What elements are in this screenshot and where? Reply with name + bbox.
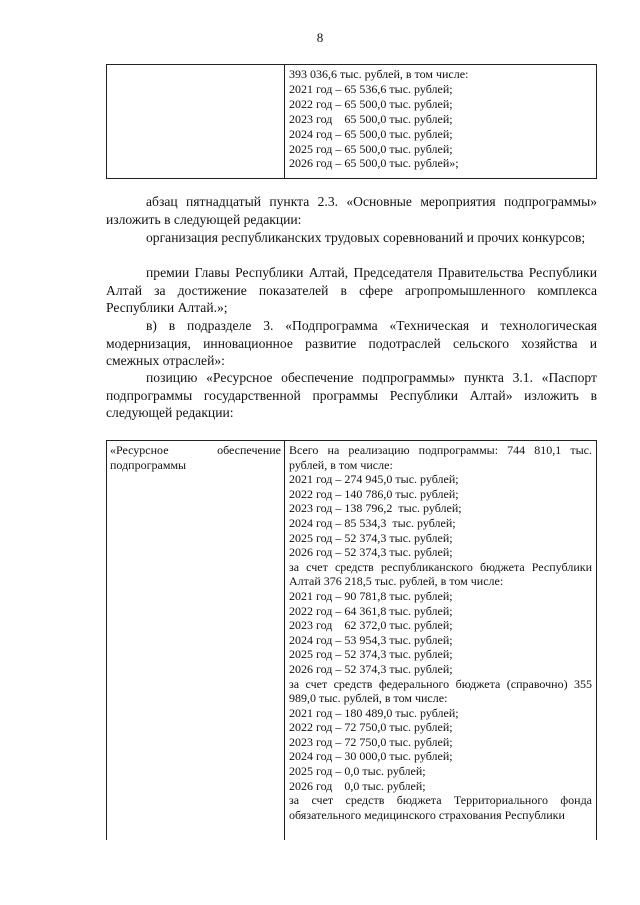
table-line: за счет средств бюджета Территориального фонда обязательного медицинского страхования Республики [289,793,592,822]
table-line: за счет средств республиканского бюджета Республики Алтай 376 218,5 тыс. рублей, в том числе: [289,559,592,589]
table-cell-position-name: «Ресурсное обеспечение подпрограммы [107,441,285,840]
table-line: 2022 год – 64 361,8 тыс. рублей; [289,603,453,618]
table-cell-left-empty [107,65,285,178]
table-line: 2025 год – 65 500,0 тыс. рублей; [289,141,453,156]
paragraph-poziciyu: позицию «Ресурсное обеспечение подпрограммы» пункта 3.1. «Паспорт подпрограммы государственной программы Республики Алтай» изложить в следующей редакции: [106,370,597,420]
table-line: 2025 год – 52 374,3 тыс. рублей; [289,530,453,545]
table-line: за счет средств федерального бюджета (справочно) 355 989,0 тыс. рублей, в том числе: [289,676,592,706]
table-line: 2023 год 62 372,0 тыс. рублей; [289,618,453,633]
table-line: 2025 год – 0,0 тыс. рублей; [289,764,426,779]
table-line: 2024 год – 65 500,0 тыс. рублей; [289,126,453,141]
table-line: 2023 год – 138 796,2 тыс. рублей; [289,501,462,516]
table-line: 2026 год – 65 500,0 тыс. рублей»; [289,156,459,171]
table-line: Всего на реализацию подпрограммы: 744 810,1 тыс. рублей, в том числе: [289,443,592,472]
table-line: 2024 год – 53 954,3 тыс. рублей; [289,632,453,647]
table-line: 2024 год – 30 000,0 тыс. рублей; [289,749,453,764]
table-line: 2025 год – 52 374,3 тыс. рублей; [289,647,453,662]
table-line: 2022 год – 140 786,0 тыс. рублей; [289,486,459,501]
paragraph-organization: организация республиканских трудовых соревнований и прочих конкурсов; [146,230,586,245]
table-line: 393 036,6 тыс. рублей, в том числе: [289,67,469,81]
table-line: 2021 год – 274 945,0 тыс. рублей; [289,472,459,487]
funding-table-continuation [106,64,597,179]
table-line: 2021 год – 65 536,6 тыс. рублей; [289,81,453,96]
paragraph-abzac: абзац пятнадцатый пункта 2.3. «Основные мероприятия подпрограммы» изложить в следующей редакции: [106,194,597,227]
table-line: 2023 год – 72 750,0 тыс. рублей; [289,734,453,749]
table-line: 2023 год 65 500,0 тыс. рублей; [289,111,453,126]
resource-provision-table [106,440,597,840]
table-line: 2026 год – 52 374,3 тыс. рублей; [289,545,453,560]
table-line: 2024 год – 85 534,3 тыс. рублей; [289,515,456,530]
table-line: 2026 год 0,0 тыс. рублей; [289,778,426,793]
table-cell-funding-text [285,65,596,178]
table-line: 2022 год – 65 500,0 тыс. рублей; [289,96,453,111]
page-number: 8 [316,30,324,45]
table-line: 2021 год – 90 781,8 тыс. рублей; [289,588,453,603]
table-line: 2022 год – 72 750,0 тыс. рублей; [289,720,453,735]
table-line: 2026 год – 52 374,3 тыс. рублей; [289,661,453,676]
table-line: 2021 год – 180 489,0 тыс. рублей; [289,705,459,720]
paragraph-subsection-3: в) в подразделе 3. «Подпрограмма «Техническая и технологическая модернизация, инновационное развитие подотраслей сельского хозяйства и смежных отраслей»: [106,318,597,368]
paragraph-premii: премии Главы Республики Алтай, Председателя Правительства Республики Алтай за достижение показателей в сфере агропромышленного комплекса Республики Алтай.»; [106,265,597,315]
table-cell-resource-text [285,441,596,840]
